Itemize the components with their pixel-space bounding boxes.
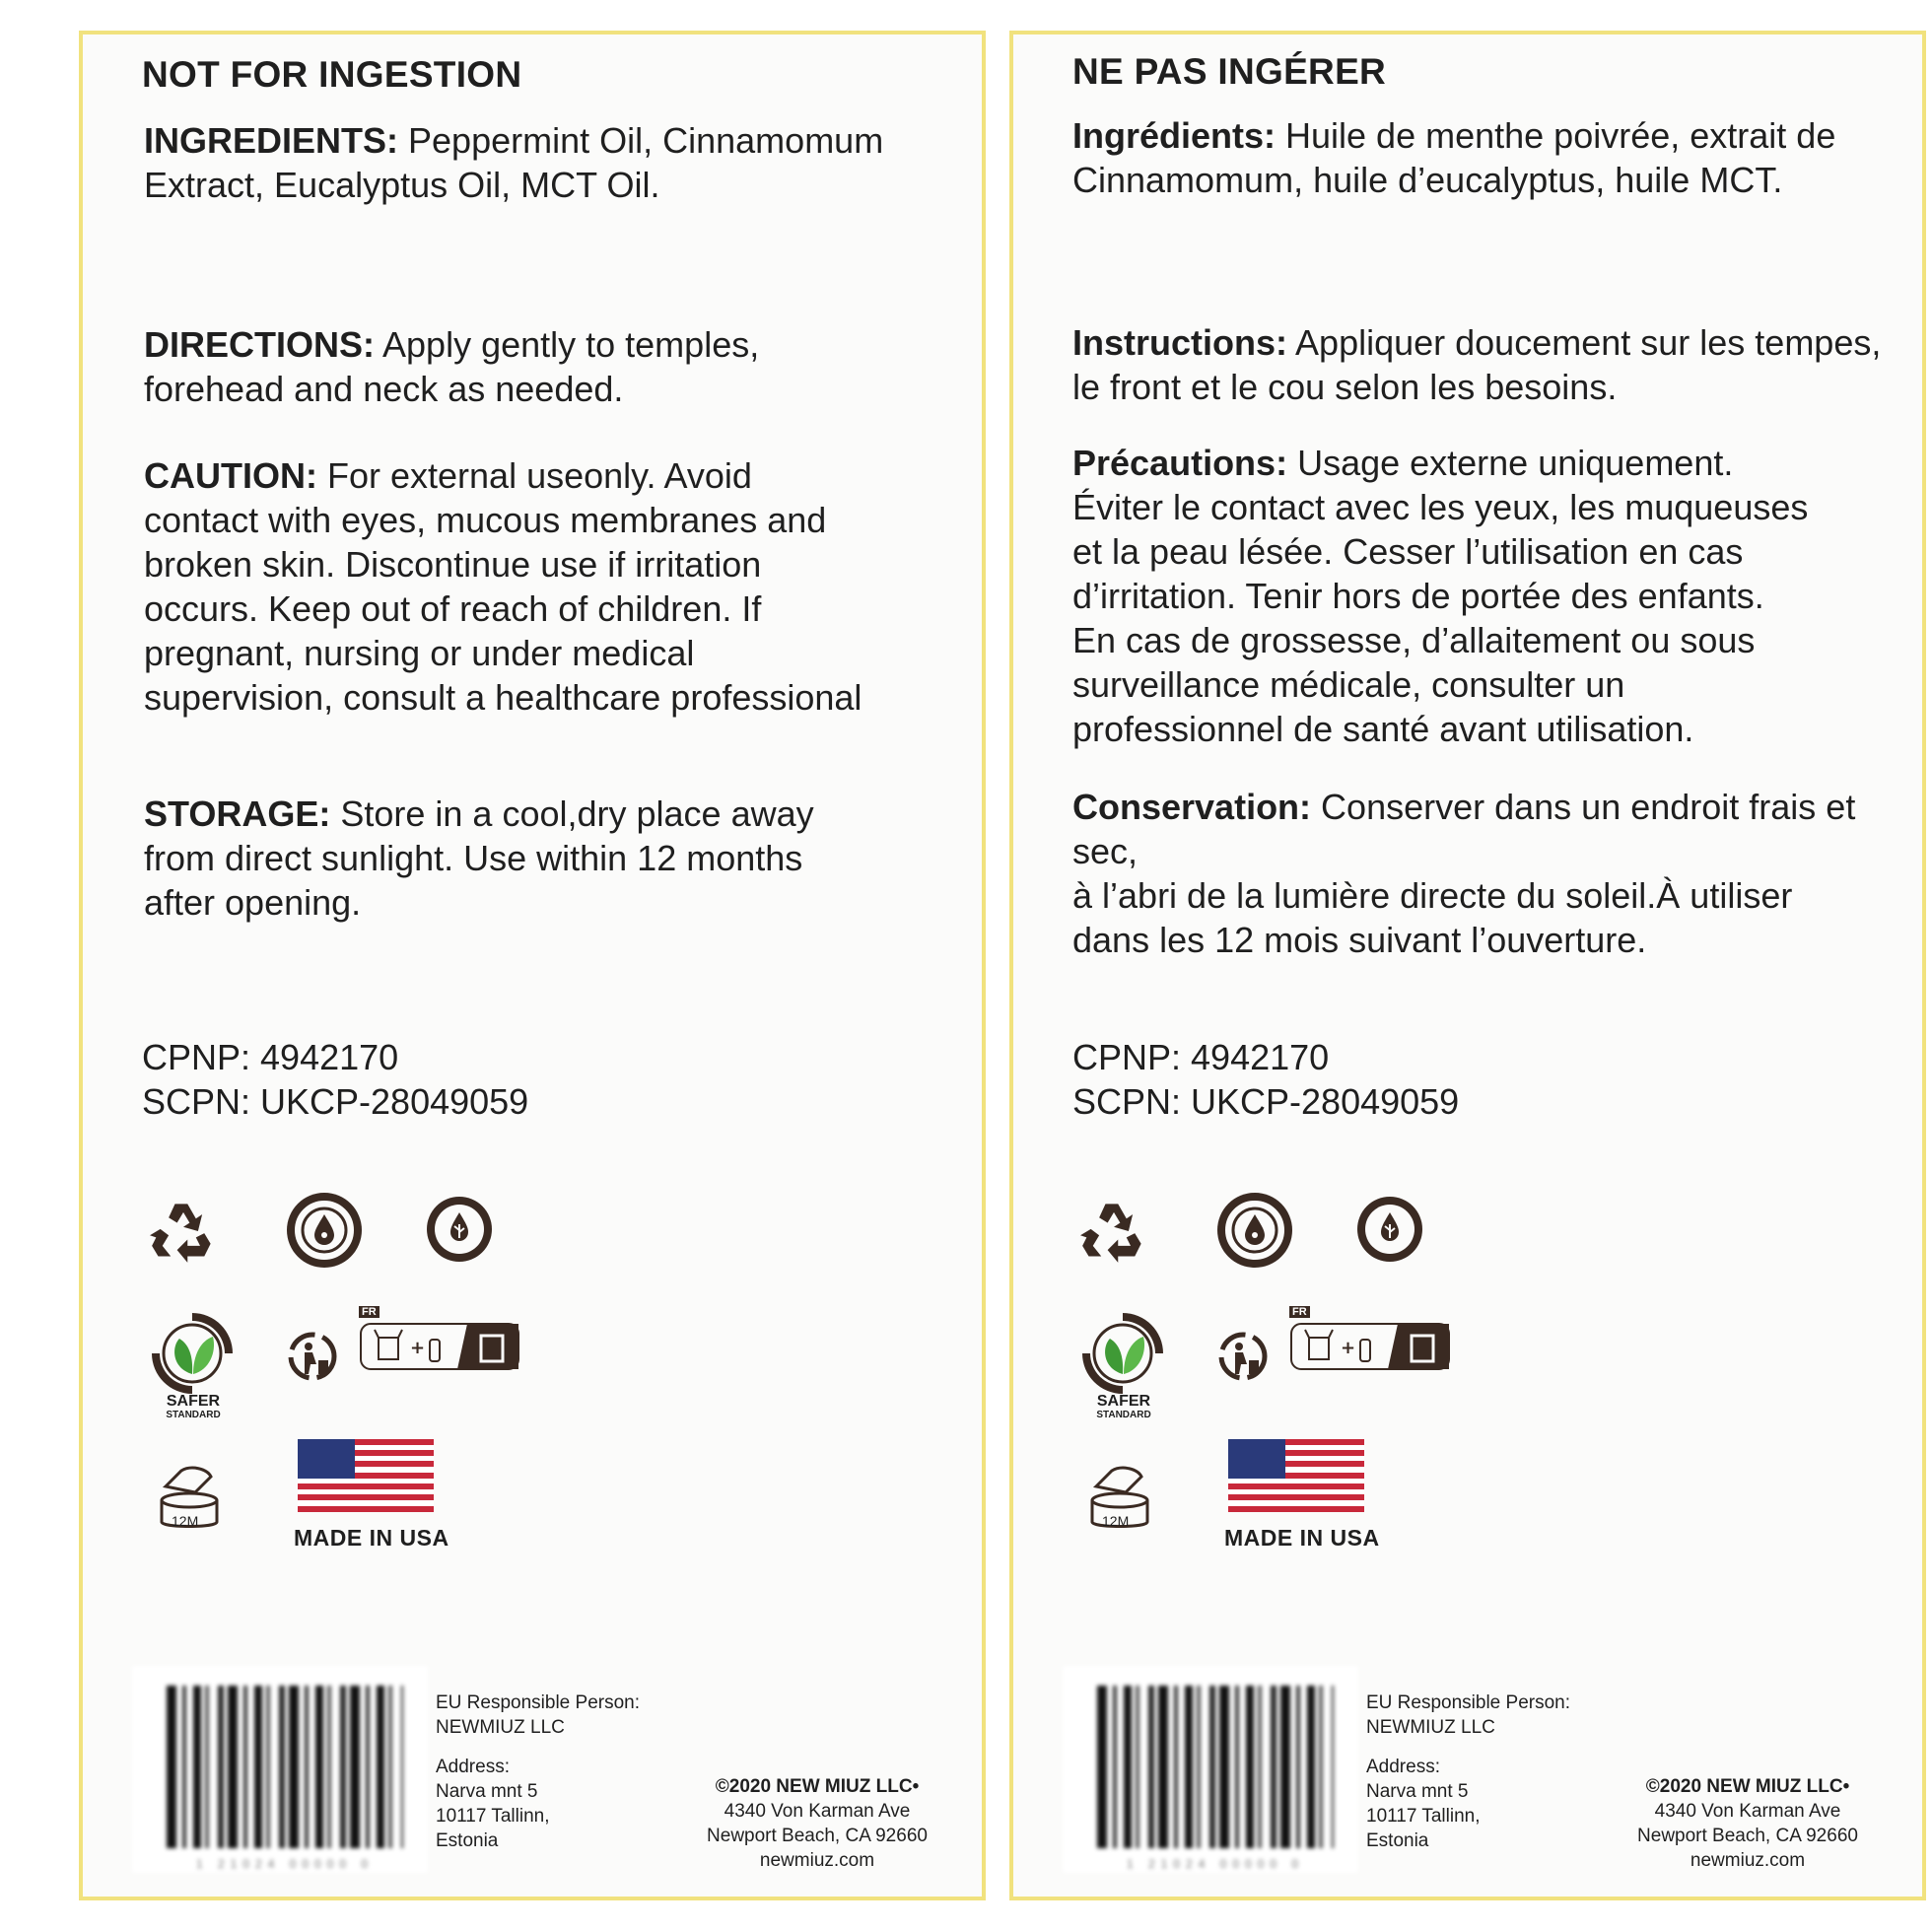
storage-label: Conservation: [1072, 787, 1312, 827]
safer-standard-label [144, 1395, 242, 1422]
directions-text: Apply gently to temples, [375, 324, 760, 365]
scpn-code: SCPN: UKCP-28049059 [1072, 1081, 1460, 1122]
cpnp-code: CPNP: 4942170 [142, 1037, 399, 1077]
sulfate-free-badge-icon [1355, 1195, 1424, 1264]
storage-text: Store in a cool,dry place away [330, 794, 814, 834]
storage-section [1072, 785, 1920, 962]
warning-heading: NOT FOR INGESTION [142, 54, 522, 95]
caution-text: broken skin. Discontinue use if irritation [144, 544, 762, 585]
tidyman-icon [1215, 1329, 1271, 1384]
caution-text: professionnel de santé avant utilisation. [1072, 709, 1694, 749]
eu-responsible-block [436, 1690, 640, 1853]
registration-codes [142, 1035, 528, 1124]
directions-section [144, 322, 952, 411]
ingredients-section [1072, 113, 1920, 202]
pao-label: 12M [172, 1513, 199, 1529]
barcode: 1 21024 00000 0 [132, 1666, 428, 1873]
website: newmiuz.com [1690, 1850, 1806, 1871]
made-in-usa-label: MADE IN USA [1224, 1525, 1380, 1551]
caution-text: contact with eyes, mucous membranes and [144, 500, 827, 540]
directions-section [1072, 320, 1920, 409]
fr-triman-sorting-icon [359, 1306, 521, 1395]
caution-label: Précautions: [1072, 443, 1288, 483]
caution-text: Usage externe uniquement. [1287, 443, 1734, 483]
standard-text: STANDARD [1096, 1410, 1151, 1420]
caution-section [144, 453, 952, 720]
company-block [1620, 1774, 1876, 1873]
directions-label: DIRECTIONS: [144, 324, 375, 365]
safer-standard-icon [150, 1311, 235, 1396]
natural-drop-badge-icon [1215, 1191, 1294, 1270]
fr-tag: FR [359, 1306, 380, 1318]
sulfate-free-badge-icon [425, 1195, 494, 1264]
company-address: Newport Beach, CA 92660 [707, 1826, 928, 1846]
storage-label: STORAGE: [144, 794, 331, 834]
caution-text: surveillance médicale, consulter un [1072, 664, 1625, 705]
address-label: Address: [436, 1757, 510, 1777]
storage-text: dans les 12 mois suivant l’ouverture. [1072, 920, 1647, 960]
address-line: Narva mnt 5 [1366, 1781, 1469, 1802]
eu-company: NEWMIUZ LLC [1366, 1717, 1495, 1738]
directions-label: Instructions: [1072, 322, 1288, 363]
tidyman-icon [285, 1329, 340, 1384]
address-line: Estonia [1366, 1830, 1429, 1851]
fr-triman-sorting-icon [1289, 1306, 1452, 1395]
ingredients-text: Huile de menthe poivrée, extrait de [1276, 115, 1836, 156]
directions-text: forehead and neck as needed. [144, 369, 624, 409]
eu-responsible-label: EU Responsible Person: [436, 1692, 640, 1713]
eu-company: NEWMIUZ LLC [436, 1717, 565, 1738]
caution-text: occurs. Keep out of reach of children. If [144, 588, 762, 629]
company-address: 4340 Von Karman Ave [1654, 1801, 1841, 1822]
eu-responsible-block [1366, 1690, 1570, 1853]
svg-text:+: + [1341, 1338, 1356, 1358]
caution-text: En cas de grossesse, d’allaitement ou sous [1072, 620, 1756, 660]
copyright: ©2020 NEW MIUZ LLC• [715, 1776, 920, 1797]
made-in-usa-label: MADE IN USA [294, 1525, 449, 1551]
directions-text: Appliquer doucement sur les tempes, [1287, 322, 1882, 363]
storage-text: after opening. [144, 882, 362, 923]
caution-section [1072, 441, 1920, 751]
address-line: Estonia [436, 1830, 499, 1851]
pao-label: 12M [1102, 1513, 1130, 1529]
copyright: ©2020 NEW MIUZ LLC• [1645, 1776, 1850, 1797]
address-line: 10117 Tallinn, [436, 1806, 550, 1827]
ingredients-label: INGREDIENTS: [144, 120, 399, 161]
usa-flag-icon [1228, 1439, 1364, 1512]
fr-tag: FR [1289, 1306, 1310, 1318]
website: newmiuz.com [759, 1850, 875, 1871]
safer-text: SAFER [166, 1393, 221, 1410]
caution-text: Éviter le contact avec les yeux, les muqueuses [1072, 487, 1809, 527]
storage-text: from direct sunlight. Use within 12 months [144, 838, 803, 878]
usa-flag-icon [298, 1439, 434, 1512]
recycle-icon [1080, 1198, 1147, 1265]
address-line: Narva mnt 5 [436, 1781, 538, 1802]
storage-text: à l’abri de la lumière directe du soleil.À utiliser [1072, 875, 1793, 916]
svg-text:+: + [410, 1338, 426, 1358]
storage-section [144, 792, 952, 925]
caution-text: et la peau lésée. Cesser l’utilisation en cas [1072, 531, 1744, 572]
english-label-panel [79, 31, 986, 1900]
company-block [689, 1774, 945, 1873]
storage-text: Conserver dans un endroit frais et sec, [1072, 787, 1856, 871]
safer-text: SAFER [1096, 1393, 1151, 1410]
caution-text: For external useonly. Avoid [316, 455, 752, 496]
directions-text: le front et le cou selon les besoins. [1072, 367, 1618, 407]
ingredients-text: Cinnamomum, huile d’eucalyptus, huile MCT. [1072, 160, 1783, 200]
safer-standard-icon [1080, 1311, 1165, 1396]
ingredients-label: Ingrédients: [1072, 115, 1276, 156]
caution-text: d’irritation. Tenir hors de portée des enfants. [1072, 576, 1764, 616]
caution-text: pregnant, nursing or under medical [144, 633, 695, 673]
ingredients-text: Peppermint Oil, Cinnamomum [398, 120, 884, 161]
french-label-panel [1009, 31, 1926, 1900]
standard-text: STANDARD [166, 1410, 221, 1420]
recycle-icon [150, 1198, 217, 1265]
company-address: 4340 Von Karman Ave [724, 1801, 911, 1822]
ingredients-text: Extract, Eucalyptus Oil, MCT Oil. [144, 165, 660, 205]
safer-standard-label [1074, 1395, 1173, 1422]
cpnp-code: CPNP: 4942170 [1072, 1037, 1330, 1077]
company-address: Newport Beach, CA 92660 [1637, 1826, 1858, 1846]
natural-drop-badge-icon [285, 1191, 364, 1270]
barcode: 1 21024 00000 0 [1063, 1666, 1358, 1873]
warning-heading: NE PAS INGÉRER [1072, 51, 1387, 92]
caution-label: CAUTION: [144, 455, 317, 496]
caution-text: supervision, consult a healthcare professional [144, 677, 862, 718]
registration-codes [1072, 1035, 1459, 1124]
ingredients-section [144, 118, 952, 207]
address-label: Address: [1366, 1757, 1440, 1777]
address-line: 10117 Tallinn, [1366, 1806, 1481, 1827]
eu-responsible-label: EU Responsible Person: [1366, 1692, 1570, 1713]
scpn-code: SCPN: UKCP-28049059 [142, 1081, 529, 1122]
